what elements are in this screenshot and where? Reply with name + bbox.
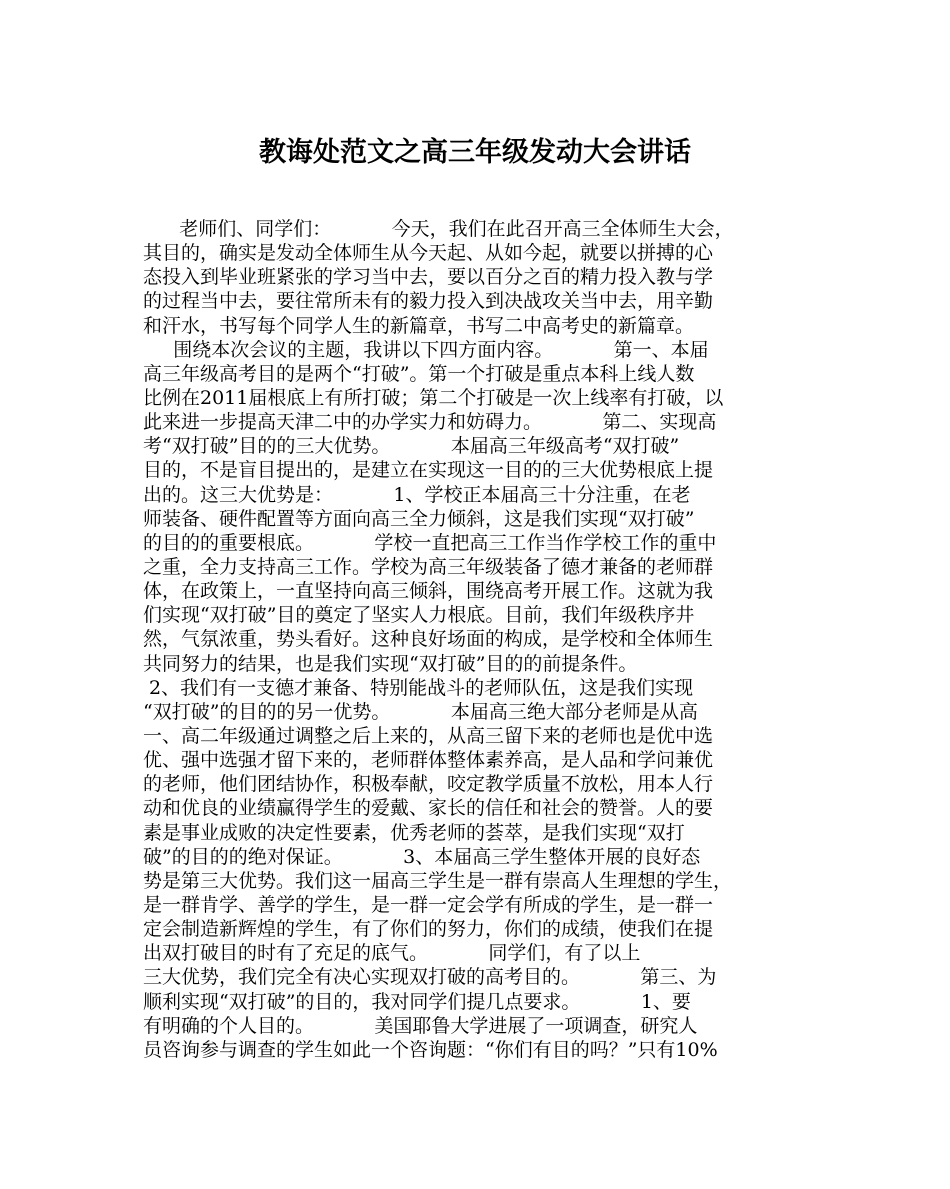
body-line: 出双打破目的时有了充足的底气。 同学们，有了以上 <box>143 942 641 965</box>
body-line: 员咨询参与调查的学生如此一个咨询题：“你们有目的吗？”只有10% <box>143 1038 718 1061</box>
body-line: 其目的，确实是发动全体师生从今天起、从如今起，就要以拼搏的心 <box>143 242 714 265</box>
body-line: 之重，全力支持高三工作。学校为高三年级装备了德才兼备的老师群 <box>143 555 714 578</box>
body-line: 顺利实现“双打破”的目的，我对同学们提几点要求。 1、要 <box>143 990 691 1013</box>
body-line: 素是事业成败的决定性要素，优秀老师的荟萃，是我们实现“双打 <box>143 821 685 844</box>
body-line: 师装备、硬件配置等方面向高三全力倾斜，这是我们实现“双打破” <box>143 507 695 530</box>
body-line: 围绕本次会议的主题，我讲以下四方面内容。 第一、本届 <box>143 338 709 361</box>
body-line: 的老师，他们团结协作，积极奉献，咬定教学质量不放松，用本人行 <box>143 773 714 796</box>
body-line: 共同努力的结果，也是我们实现“双打破”目的的前提条件。 <box>143 652 638 675</box>
body-line: 此来进一步提高天津二中的办学实力和妨碍力。 第二、实现高 <box>143 411 717 434</box>
body-line: 态投入到毕业班紧张的学习当中去，要以百分之百的精力投入教与学 <box>143 266 714 289</box>
document-title: 教诲处范文之高三年级发动大会讲话 <box>259 137 691 168</box>
body-line: 2、我们有一支德才兼备、特别能战斗的老师队伍，这是我们实现 <box>143 676 694 699</box>
body-line: 高三年级高考目的是两个“打破”。第一个打破是重点本科上线人数 <box>143 362 695 385</box>
body-line: 破”的目的的绝对保证。 3、本届高三学生整体开展的良好态 <box>143 845 701 868</box>
body-line: 的过程当中去，要往常所未有的毅力投入到决战攻关当中去，用辛勤 <box>143 290 714 313</box>
body-line: 是一群肯学、善学的学生，是一群一定会学有所成的学生，是一群一 <box>143 893 714 916</box>
body-line: 定会制造新辉煌的学生，有了你们的努力，你们的成绩，使我们在提 <box>143 918 714 941</box>
body-line: 动和优良的业绩赢得学生的爱戴、家长的信任和社会的赞誉。人的要 <box>143 797 714 820</box>
body-line: 目的，不是盲目提出的，是建立在实现这一目的的三大优势根底上提 <box>143 459 714 482</box>
body-line: 考“双打破”目的的三大优势。 本届高三年级高考“双打破” <box>143 435 680 458</box>
body-line: 三大优势，我们完全有决心实现双打破的高考目的。 第三、为 <box>143 966 717 989</box>
body-line: 体，在政策上，一直坚持向高三倾斜，围绕高考开展工作。这就为我 <box>143 580 714 603</box>
body-line: 和汗水，书写每个同学人生的新篇章，书写二中高考史的新篇章。 <box>143 314 695 337</box>
body-line: 有明确的个人目的。 美国耶鲁大学进展了一项调查，研究人 <box>143 1014 698 1037</box>
body-line: 比例在2011届根底上有所打破；第二个打破是一次上线率有打破，以 <box>143 386 724 409</box>
body-line: 出的。这三大优势是： 1、学校正本届高三十分注重，在老 <box>143 483 691 506</box>
document-body <box>143 217 823 1062</box>
body-line: “双打破”的目的的另一优势。 本届高三绝大部分老师是从高 <box>143 700 698 723</box>
body-line: 老师们、同学们： 今天，我们在此召开高三全体师生大会， <box>143 218 734 240</box>
body-line: 势是第三大优势。我们这一届高三学生是一群有崇高人生理想的学生， <box>143 869 733 892</box>
body-line: 们实现“双打破”目的奠定了坚实人力根底。目前，我们年级秩序井 <box>143 604 695 627</box>
body-line: 然，气氛浓重，势头看好。这种良好场面的构成，是学校和全体师生 <box>143 628 714 651</box>
body-line: 的目的的重要根底。 学校一直把高三工作当作学校工作的重中 <box>143 531 717 554</box>
body-line: 一、高二年级通过调整之后上来的，从高三留下来的老师也是优中选 <box>143 724 714 747</box>
body-line: 优、强中选强才留下来的，老师群体整体素养高，是人品和学问兼优 <box>143 749 714 772</box>
